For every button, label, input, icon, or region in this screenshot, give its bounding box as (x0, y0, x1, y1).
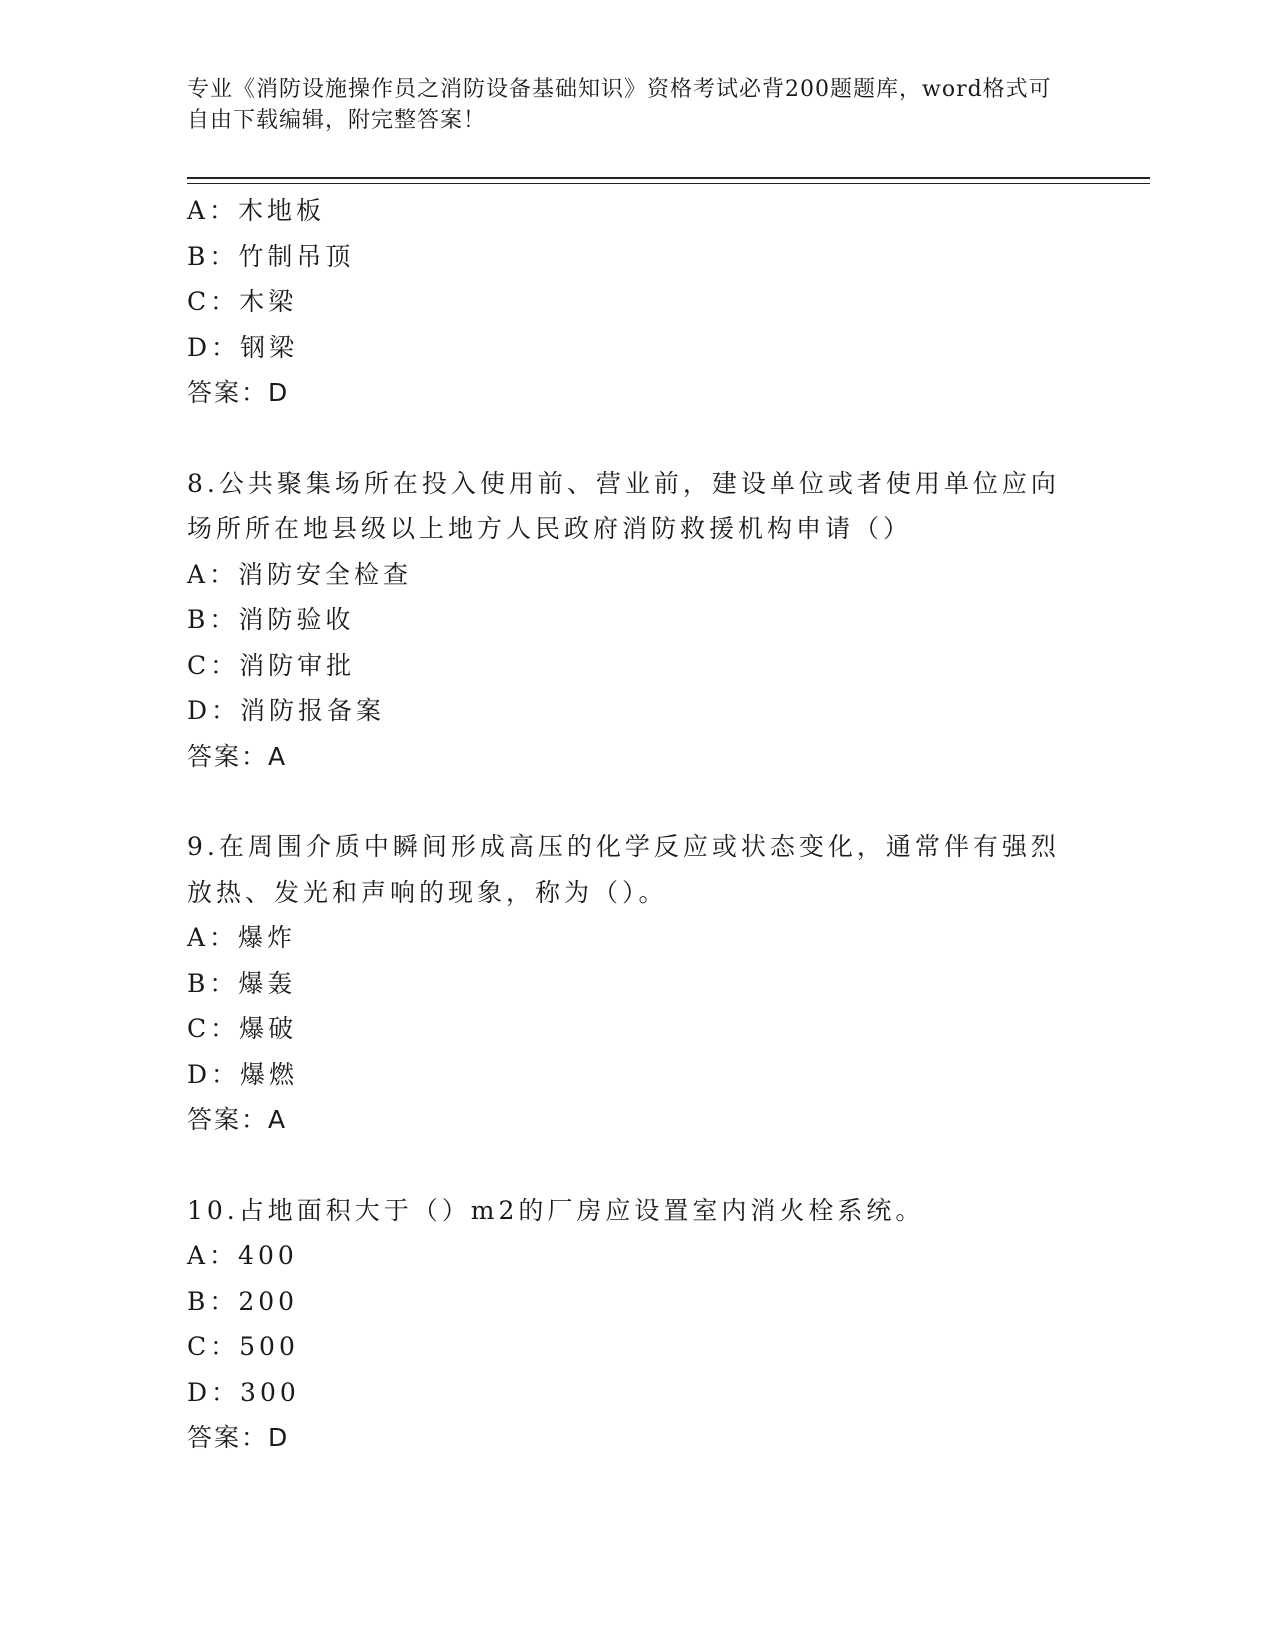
header-rule-thick (187, 177, 1150, 179)
option-a: A：爆炸 (187, 923, 297, 952)
answer: 答案：A (187, 741, 288, 771)
option-d: D：消防报备案 (187, 696, 386, 725)
option-c: C：消防审批 (187, 650, 356, 680)
option-b: B：爆轰 (187, 968, 297, 998)
option-d: D：300 (187, 1377, 300, 1407)
option-b: B：消防验收 (187, 605, 355, 634)
option-a: A：消防安全检查 (187, 559, 413, 589)
spacer (187, 779, 1067, 824)
option-d: D：钢梁 (187, 332, 299, 362)
answer: 答案：D (187, 378, 290, 407)
question-10 (187, 1188, 1067, 1461)
option-c: C：木梁 (187, 287, 298, 316)
option-c: C：500 (187, 1332, 299, 1361)
option-b: B：200 (187, 1286, 299, 1316)
option-c: C：爆破 (187, 1014, 298, 1043)
option-a: A：400 (187, 1241, 298, 1270)
header-rule-thin (187, 183, 1150, 184)
option-d: D：爆燃 (187, 1059, 299, 1089)
question-list (187, 188, 1067, 1461)
question-fragment (187, 188, 1067, 416)
question-9 (187, 824, 1067, 1143)
option-b: B：竹制吊顶 (187, 241, 355, 271)
spacer (187, 416, 1067, 461)
spacer (187, 1143, 1067, 1188)
question-stem: 9.在周围介质中瞬间形成高压的化学反应或状态变化，通常伴有强烈放热、发光和声响的现象，称为（）。 (187, 832, 1060, 907)
answer: 答案：D (187, 1423, 290, 1452)
question-stem: 8.公共聚集场所在投入使用前、营业前，建设单位或者使用单位应向场所所在地县级以上地方人民政府消防救援机构申请（） (187, 468, 1060, 543)
document-header: 专业《消防设施操作员之消防设备基础知识》资格考试必背200题题库，word格式可自由下载编辑，附完整答案！ (187, 77, 1052, 133)
question-8 (187, 461, 1067, 780)
question-stem: 10.占地面积大于（）m2的厂房应设置室内消火栓系统。 (187, 1195, 925, 1225)
answer: 答案：A (187, 1105, 288, 1134)
option-a: A：木地板 (187, 196, 326, 225)
